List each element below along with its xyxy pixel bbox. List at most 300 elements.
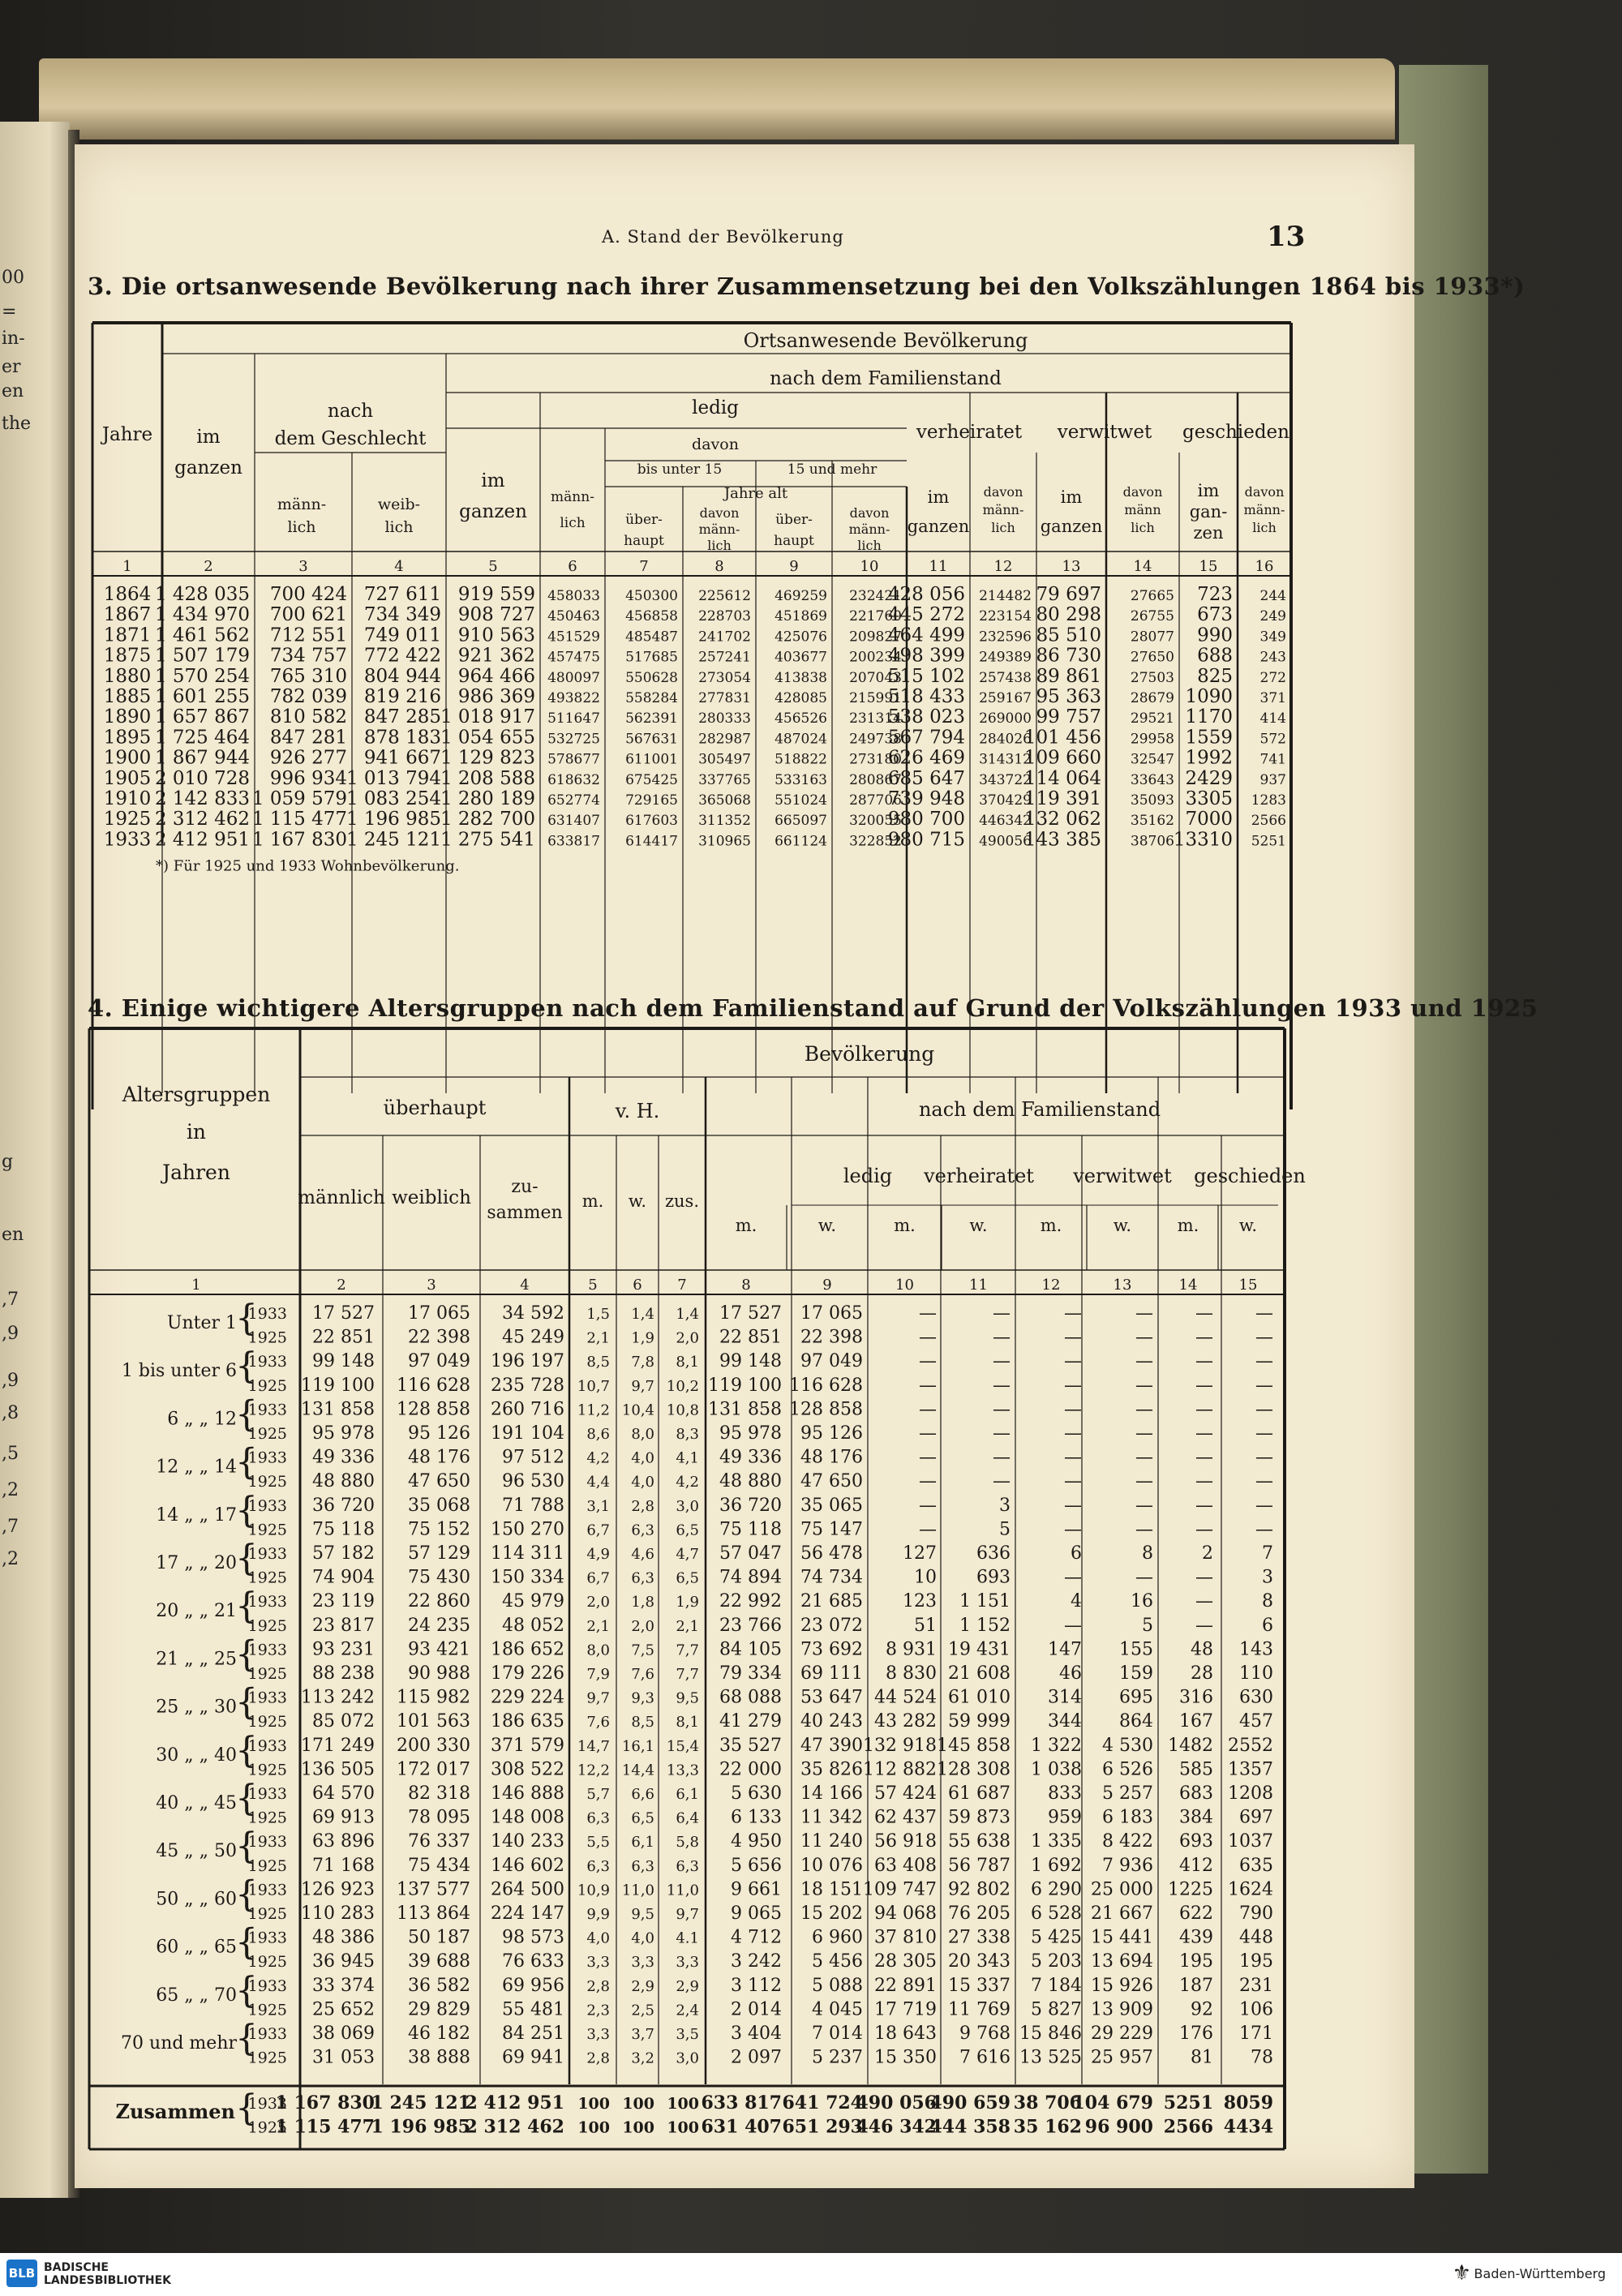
year-label: 1925 — [247, 1856, 287, 1875]
data-cell: 1 018 917 — [440, 706, 535, 728]
data-cell: 56 787 — [948, 1855, 1011, 1876]
data-cell: 257438 — [979, 669, 1032, 686]
data-cell: 106 — [1239, 1999, 1273, 2020]
data-cell: 8 931 — [886, 1639, 937, 1660]
data-cell: 11 240 — [800, 1831, 863, 1852]
column-number: 11 — [929, 558, 948, 575]
cell-text: männ — [1124, 502, 1161, 517]
column-number: 7 — [677, 1277, 687, 1294]
data-cell: 282987 — [698, 731, 751, 748]
data-cell: 17 065 — [800, 1303, 863, 1324]
year-cell: 1871 — [103, 624, 152, 646]
data-cell: 96 530 — [502, 1471, 564, 1492]
data-cell: 349 — [1259, 629, 1286, 646]
age-group-label: 14 „ „ 17 — [156, 1504, 237, 1526]
data-cell: 128 308 — [937, 1759, 1011, 1780]
total-cell: 96 900 — [1084, 2116, 1153, 2138]
data-cell: — — [919, 1519, 937, 1540]
year-label: 1933 — [247, 1401, 287, 1419]
data-cell: 8,5 — [586, 1354, 610, 1371]
data-cell: 61 010 — [948, 1687, 1011, 1708]
brace: { — [235, 1489, 258, 1531]
data-cell: 9,3 — [631, 1689, 654, 1707]
year-label: 1925 — [247, 2118, 287, 2137]
data-cell: 249389 — [979, 649, 1032, 666]
data-cell: 74 904 — [312, 1567, 375, 1588]
cell-text: zu- — [511, 1177, 539, 1197]
column-number: 9 — [822, 1277, 832, 1294]
data-cell: 10,7 — [577, 1377, 610, 1395]
header-bevoelkerung: Bevölkerung — [804, 1042, 935, 1066]
column-number: 12 — [993, 558, 1013, 575]
data-cell: 15,4 — [666, 1737, 699, 1755]
data-cell: 4.1 — [676, 1929, 699, 1947]
data-cell: 280333 — [698, 710, 751, 727]
data-cell: 532725 — [547, 731, 600, 748]
data-cell: 74 894 — [719, 1567, 782, 1588]
data-cell: 8 830 — [886, 1663, 937, 1684]
data-cell: 86 730 — [1036, 645, 1101, 667]
left-page-text: en — [2, 381, 24, 401]
data-cell: — — [1255, 1423, 1273, 1444]
total-cell: 490 659 — [929, 2092, 1011, 2114]
data-cell: — — [1064, 1519, 1082, 1540]
data-cell: 308 522 — [491, 1759, 564, 1780]
total-cell: 8059 — [1223, 2092, 1273, 2114]
cell-text: männ- — [698, 521, 740, 537]
data-cell: 4,7 — [676, 1546, 699, 1563]
data-cell: 819 216 — [363, 686, 441, 707]
data-cell: 209827 — [849, 629, 902, 646]
data-cell: 5 — [999, 1519, 1011, 1540]
data-cell: 2,0 — [586, 1594, 610, 1611]
data-cell: 6 133 — [731, 1807, 782, 1828]
data-cell: — — [919, 1471, 937, 1492]
total-cell: 100 — [622, 2118, 654, 2137]
data-cell: 200234 — [849, 649, 902, 666]
data-cell: 75 152 — [408, 1519, 470, 1540]
data-cell: 16 — [1131, 1591, 1153, 1612]
age-group-label: 25 „ „ 30 — [156, 1697, 237, 1718]
data-cell: 15 441 — [1091, 1927, 1153, 1948]
state-logo-text[interactable]: Baden-Württemberg — [1474, 2266, 1606, 2281]
data-cell: 57 047 — [719, 1543, 782, 1564]
data-cell: — — [993, 1327, 1011, 1348]
data-cell: 29 229 — [1091, 2023, 1153, 2044]
data-cell: 1 507 179 — [154, 645, 250, 667]
data-cell: 311352 — [698, 813, 751, 830]
data-cell: 13310 — [1173, 829, 1233, 851]
data-cell: 269000 — [979, 710, 1032, 727]
blb-logo[interactable]: BLB — [6, 2260, 37, 2287]
data-cell: — — [1195, 1495, 1213, 1516]
data-cell: 136 505 — [301, 1759, 375, 1780]
data-cell: — — [919, 1423, 937, 1444]
data-cell: 1 322 — [1031, 1735, 1082, 1756]
left-page-text: ,9 — [2, 1324, 19, 1344]
data-cell: 113 242 — [301, 1687, 375, 1708]
data-cell: 79 334 — [719, 1663, 782, 1684]
cell-text: ganzen — [1040, 517, 1103, 536]
data-cell: 146 888 — [491, 1783, 564, 1804]
cell-text: gan- — [1189, 502, 1228, 521]
data-cell: 9,7 — [631, 1377, 654, 1395]
data-cell: 450463 — [547, 608, 600, 625]
data-cell: — — [1195, 1591, 1213, 1612]
data-cell: 3,5 — [676, 2026, 699, 2043]
data-cell: 685 647 — [887, 767, 965, 789]
data-cell: 538 023 — [887, 706, 965, 728]
data-cell: 734 757 — [269, 645, 347, 667]
data-cell: 456858 — [625, 608, 678, 625]
data-cell: 6,3 — [676, 1857, 699, 1875]
cell-text: m. — [1040, 1216, 1062, 1235]
data-cell: — — [993, 1471, 1011, 1492]
data-cell: — — [1255, 1519, 1273, 1540]
column-number: 9 — [789, 558, 799, 575]
library-name[interactable]: BADISCHE LANDESBIBLIOTHEK — [44, 2261, 172, 2287]
data-cell: 1,9 — [676, 1594, 699, 1611]
data-cell: 11,0 — [666, 1882, 699, 1899]
header-verheiratet: verheiratet — [924, 1165, 1034, 1187]
data-cell: 986 369 — [457, 686, 535, 707]
data-cell: 7 936 — [1102, 1855, 1153, 1876]
data-cell: 98 573 — [502, 1927, 564, 1948]
data-cell: — — [1064, 1567, 1082, 1588]
data-cell: 635 — [1239, 1855, 1273, 1876]
data-cell: 320055 — [849, 813, 902, 830]
data-cell: 99 148 — [312, 1351, 375, 1372]
data-cell: 626 469 — [887, 747, 965, 769]
data-cell: 57 182 — [312, 1543, 375, 1564]
column-number: 6 — [568, 558, 577, 575]
data-cell: 2 312 462 — [154, 809, 250, 830]
data-cell: — — [1135, 1567, 1153, 1588]
cell-text: m. — [735, 1216, 757, 1235]
data-cell: 29 829 — [408, 1999, 470, 2020]
left-page-text: en — [2, 1225, 24, 1245]
data-cell: — — [1135, 1423, 1153, 1444]
data-cell: 6,7 — [586, 1521, 610, 1539]
data-cell: 14,4 — [621, 1762, 654, 1779]
data-cell: 2,1 — [586, 1329, 610, 1347]
data-cell: — — [1135, 1495, 1153, 1516]
cell-text: ganzen — [459, 501, 527, 522]
data-cell: 1 083 254 — [345, 788, 441, 809]
data-cell: 585 — [1179, 1759, 1213, 1780]
cell-text: davon — [1122, 484, 1163, 500]
data-cell: 11,2 — [577, 1401, 610, 1419]
data-cell: 3,3 — [631, 1954, 654, 1972]
header-geschieden: geschieden — [1182, 422, 1289, 443]
data-cell: 4 045 — [812, 1999, 863, 2020]
left-page-text: ,7 — [2, 1517, 19, 1537]
data-cell: 6 960 — [812, 1927, 863, 1948]
book-top-edge — [39, 58, 1395, 139]
data-cell: 25 957 — [1091, 2047, 1153, 2068]
brace: { — [235, 1298, 258, 1339]
data-cell: 257241 — [698, 649, 751, 666]
data-cell: 48 880 — [312, 1471, 375, 1492]
data-cell: 1 167 830 — [251, 829, 347, 851]
data-cell: 7000 — [1185, 809, 1233, 830]
data-cell: 61 687 — [948, 1783, 1011, 1804]
data-cell: 4,9 — [586, 1546, 610, 1563]
data-cell: 48 880 — [719, 1471, 782, 1492]
column-number: 14 — [1178, 1277, 1198, 1294]
data-cell: 1,9 — [631, 1329, 654, 1347]
data-cell: 1 867 944 — [154, 747, 250, 769]
data-cell: 4 712 — [731, 1927, 782, 1948]
data-cell: — — [1195, 1399, 1213, 1420]
data-cell: 35 826 — [800, 1759, 863, 1780]
cell-text: m. — [894, 1216, 916, 1235]
brace: { — [235, 1873, 258, 1916]
data-cell: 403677 — [775, 649, 827, 666]
cell-text: lich — [1131, 520, 1155, 535]
data-cell: 28679 — [1130, 690, 1174, 706]
brace: { — [235, 1538, 258, 1579]
cell-text: w. — [1238, 1216, 1258, 1235]
data-cell: 1 196 985 — [345, 809, 441, 830]
left-page-text: ,2 — [2, 1549, 19, 1569]
year-cell: 1900 — [103, 747, 152, 769]
data-cell: 469259 — [775, 588, 827, 604]
cell-text: w. — [1113, 1216, 1132, 1235]
data-cell: 310965 — [698, 833, 751, 850]
data-cell: 6,3 — [631, 1569, 654, 1587]
data-cell: 370429 — [979, 792, 1032, 809]
data-cell: 1 570 254 — [154, 665, 250, 687]
data-cell: 116 628 — [789, 1375, 863, 1396]
data-cell: 673 — [1197, 604, 1233, 626]
data-cell: 25 000 — [1091, 1879, 1153, 1900]
column-number: 7 — [639, 558, 649, 575]
total-cell: 100 — [577, 2095, 610, 2113]
data-cell: — — [1195, 1375, 1213, 1396]
year-cell: 1880 — [103, 665, 152, 687]
data-cell: 40 243 — [800, 1711, 863, 1732]
data-cell: 9,5 — [631, 1906, 654, 1923]
data-cell: 123 — [903, 1591, 937, 1612]
data-cell: 11 769 — [948, 1999, 1011, 2020]
data-cell: 92 802 — [948, 1879, 1011, 1900]
data-cell: 33 374 — [312, 1975, 375, 1996]
data-cell: 63 896 — [312, 1831, 375, 1852]
data-cell: 1559 — [1185, 727, 1233, 749]
data-cell: 6,4 — [676, 1809, 699, 1827]
data-cell: 8 422 — [1102, 1831, 1153, 1852]
data-cell: 5 237 — [812, 2047, 863, 2068]
data-cell: 231 — [1239, 1975, 1273, 1996]
year-label: 1933 — [247, 1689, 287, 1707]
data-cell: 31 053 — [312, 2047, 375, 2068]
data-cell: 24 235 — [408, 1615, 470, 1636]
data-cell: — — [1195, 1519, 1213, 1540]
data-cell: 8,1 — [676, 1354, 699, 1371]
data-cell: 825 — [1197, 665, 1233, 687]
data-cell: 8 — [1142, 1543, 1153, 1564]
data-cell: 119 391 — [1023, 788, 1101, 809]
data-cell: 48 386 — [312, 1927, 375, 1948]
left-page-text: ,8 — [2, 1403, 19, 1423]
data-cell: 4 950 — [731, 1831, 782, 1852]
total-cell: 100 — [622, 2095, 654, 2113]
data-cell: 937 — [1259, 771, 1286, 788]
data-cell: 28077 — [1130, 629, 1174, 646]
brace: { — [235, 1441, 258, 1483]
data-cell: 229 224 — [491, 1687, 564, 1708]
year-label: 1925 — [247, 1473, 287, 1491]
data-cell: 143 — [1239, 1639, 1273, 1660]
data-cell: 109 660 — [1023, 747, 1101, 769]
year-label: 1933 — [247, 1545, 287, 1563]
data-cell: 99 148 — [719, 1351, 782, 1372]
data-cell: 78 — [1251, 2047, 1273, 2068]
data-cell: 12,2 — [577, 1762, 610, 1779]
data-cell: 412 — [1179, 1855, 1213, 1876]
cell-text: männ- — [551, 489, 594, 505]
data-cell: 10 — [914, 1567, 937, 1588]
year-label: 1925 — [247, 1905, 287, 1923]
data-cell: 259167 — [979, 690, 1032, 706]
total-cell: 641 724 — [782, 2092, 863, 2114]
data-cell: 2429 — [1185, 767, 1233, 789]
data-cell: 69 111 — [800, 1663, 863, 1684]
data-cell: 38 069 — [312, 2023, 375, 2044]
total-cell: 1 196 985 — [371, 2116, 470, 2138]
data-cell: 75 118 — [719, 1519, 782, 1540]
brace: { — [235, 1921, 258, 1963]
data-cell: 3 112 — [731, 1975, 782, 1996]
data-cell: 344 — [1048, 1711, 1082, 1732]
data-cell: 833 — [1048, 1783, 1082, 1804]
data-cell: 260 716 — [491, 1399, 564, 1420]
data-cell: 249 — [1259, 608, 1286, 625]
data-cell: 137 577 — [397, 1879, 470, 1900]
cell-text: Jahren — [162, 1161, 230, 1184]
cell-text: haupt — [774, 533, 814, 549]
data-cell: 6,5 — [676, 1569, 699, 1587]
cell-text: davon — [983, 484, 1023, 500]
data-cell: 337765 — [698, 771, 751, 788]
data-cell: 23 817 — [312, 1615, 375, 1636]
data-cell: 511647 — [547, 710, 600, 727]
column-number: 4 — [520, 1277, 530, 1294]
year-label: 1933 — [247, 1496, 287, 1515]
data-cell: 5 827 — [1031, 1999, 1082, 2020]
data-cell: 1 725 464 — [154, 727, 250, 749]
data-cell: 235 728 — [491, 1375, 564, 1396]
age-group-label: 50 „ „ 60 — [156, 1889, 237, 1910]
cell-text: zus. — [664, 1191, 700, 1211]
data-cell: 8,3 — [676, 1426, 699, 1443]
data-cell: 847 281 — [269, 727, 347, 749]
data-cell: — — [1064, 1447, 1082, 1468]
data-cell: 214482 — [979, 588, 1032, 604]
data-cell: 2,9 — [631, 1977, 654, 1995]
year-label: 1933 — [247, 1641, 287, 1659]
data-cell: — — [1135, 1375, 1153, 1396]
data-cell: 622 — [1179, 1903, 1213, 1924]
data-cell: 810 582 — [269, 706, 347, 728]
age-group-label: 45 „ „ 50 — [156, 1841, 237, 1862]
data-cell: 1,4 — [676, 1306, 699, 1323]
total-cell: 5251 — [1163, 2092, 1213, 2114]
year-label: 1925 — [247, 2049, 287, 2067]
data-cell: 790 — [1239, 1903, 1273, 1924]
data-cell: — — [919, 1399, 937, 1420]
data-cell: 1,8 — [631, 1594, 654, 1611]
data-cell: 2 097 — [731, 2047, 782, 2068]
data-cell: 75 147 — [800, 1519, 863, 1540]
data-cell: 34 592 — [502, 1303, 564, 1324]
data-cell: 1,5 — [586, 1306, 610, 1323]
left-page-text: in- — [2, 328, 25, 349]
data-cell: 99 757 — [1036, 706, 1101, 728]
age-group-label: 40 „ „ 45 — [156, 1793, 237, 1813]
cell-text: über- — [625, 512, 663, 528]
year-label: 1933 — [247, 1448, 287, 1467]
data-cell: 89 861 — [1036, 665, 1101, 687]
data-cell: 8,0 — [631, 1426, 654, 1443]
data-cell: 29521 — [1130, 710, 1174, 727]
data-cell: 114 064 — [1023, 767, 1101, 789]
data-cell: 365068 — [698, 792, 751, 809]
footer-bar — [0, 2253, 1622, 2296]
data-cell: 95 126 — [408, 1423, 470, 1444]
data-cell: 772 422 — [363, 645, 441, 667]
data-cell: 84 105 — [719, 1639, 782, 1660]
data-cell: 5251 — [1251, 833, 1286, 850]
data-cell: 4,4 — [586, 1474, 610, 1491]
data-cell: — — [1195, 1423, 1213, 1444]
data-cell: 533163 — [775, 771, 827, 788]
year-cell: 1867 — [103, 604, 152, 626]
brace: { — [235, 1633, 258, 1676]
data-cell: 36 945 — [312, 1951, 375, 1972]
data-cell: 22 398 — [800, 1327, 863, 1348]
data-cell: 4,2 — [586, 1449, 610, 1467]
data-cell: 59 999 — [948, 1711, 1011, 1732]
data-cell: 171 — [1239, 2023, 1273, 2044]
data-cell: 518822 — [775, 751, 827, 768]
data-cell: — — [1255, 1495, 1273, 1516]
data-cell: 264 500 — [491, 1879, 564, 1900]
data-cell: 1 115 477 — [251, 809, 347, 830]
data-cell: 69 913 — [312, 1807, 375, 1828]
data-cell: 18 151 — [800, 1879, 863, 1900]
column-number: 15 — [1199, 558, 1218, 575]
data-cell: 37 810 — [874, 1927, 937, 1948]
left-page-text: ,2 — [2, 1480, 19, 1500]
data-cell: 225612 — [698, 588, 751, 604]
data-cell: 3,0 — [676, 1497, 699, 1515]
data-cell: 241702 — [698, 629, 751, 646]
data-cell: 562391 — [625, 710, 678, 727]
data-cell: — — [1195, 1351, 1213, 1372]
data-cell: 4,1 — [676, 1449, 699, 1467]
data-cell: 14 166 — [800, 1783, 863, 1804]
data-cell: 68 088 — [719, 1687, 782, 1708]
data-cell: 15 337 — [948, 1975, 1011, 1996]
table3-footnote: *) Für 1925 und 1933 Wohnbevölkerung. — [156, 857, 460, 875]
data-cell: 6,3 — [586, 1809, 610, 1827]
data-cell: 6,3 — [586, 1857, 610, 1875]
data-cell: 79 697 — [1036, 584, 1101, 605]
year-cell: 1890 — [103, 706, 152, 728]
data-cell: 458033 — [547, 588, 600, 604]
